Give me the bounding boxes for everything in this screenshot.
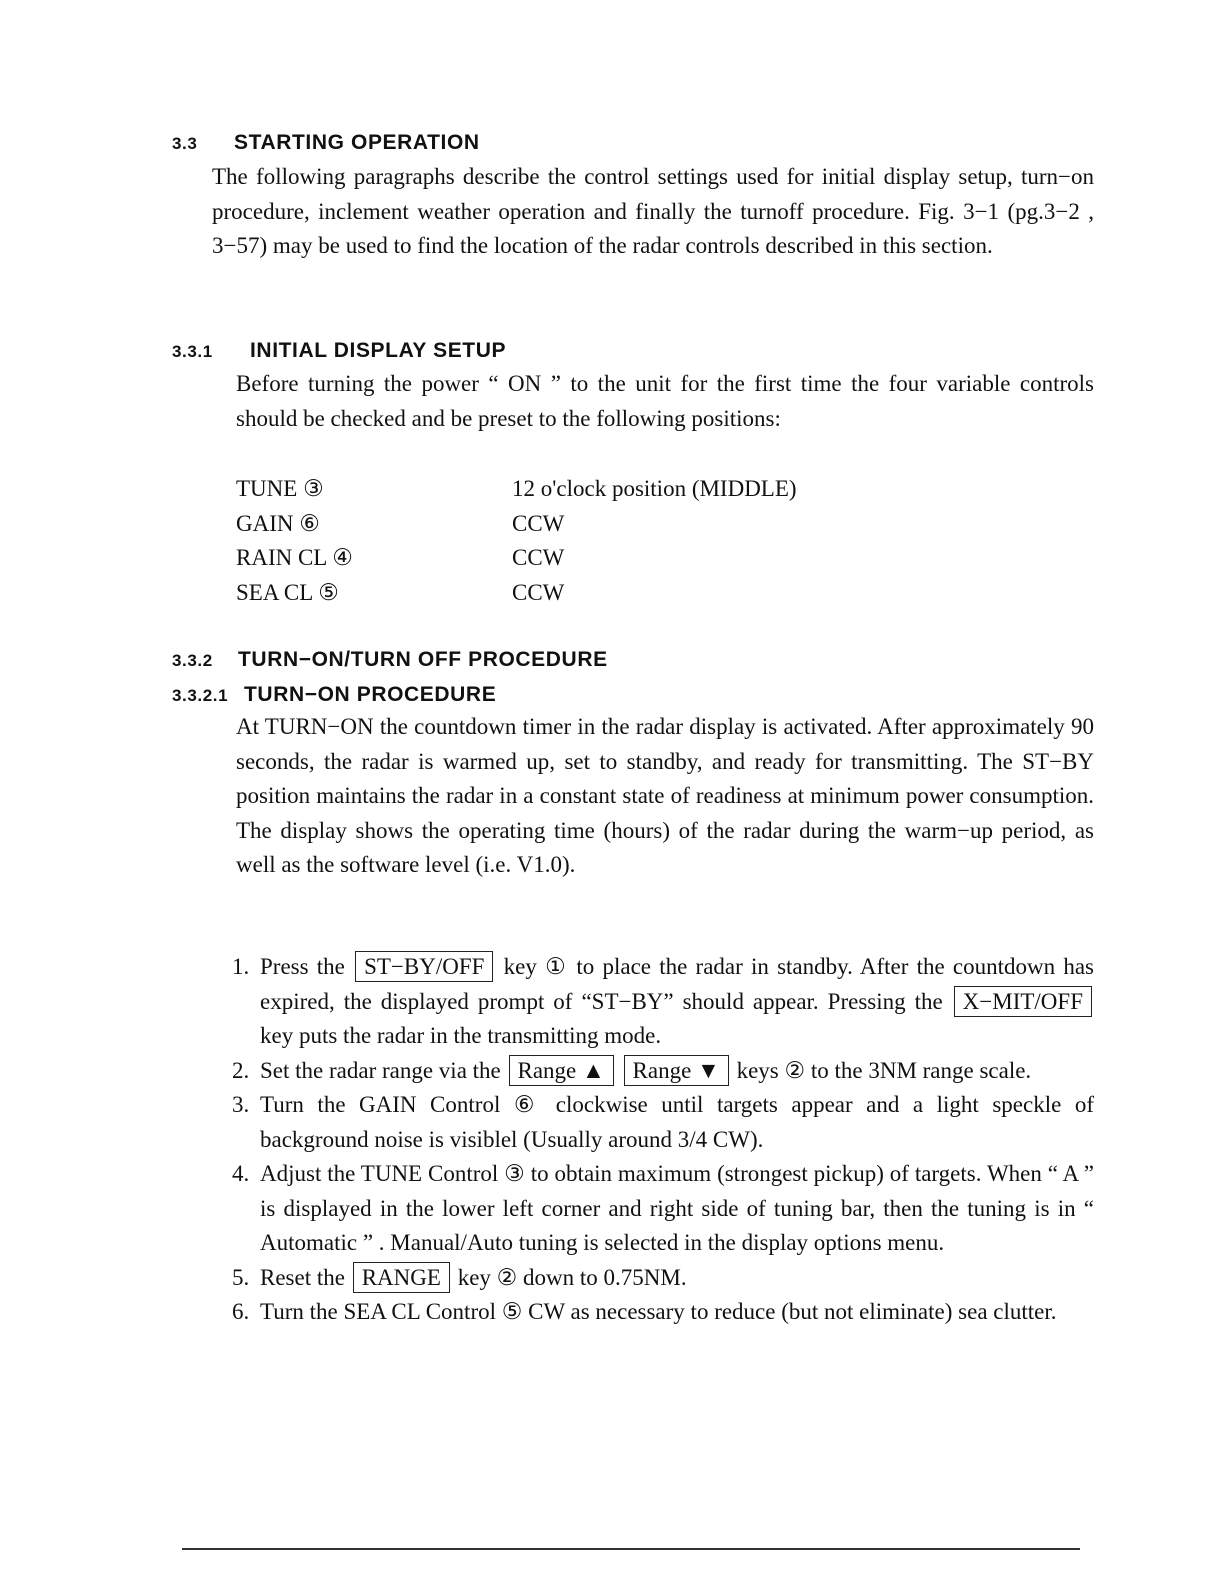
section-title: TURN−ON PROCEDURE (244, 683, 497, 706)
step-text: Turn the SEA CL Control ⑤ CW as necessary to reduce (but not eliminate) sea clutter. (260, 1299, 1057, 1324)
section-number: 3.3.1 (172, 342, 213, 361)
step-text: Press the (260, 954, 345, 979)
section-heading-3-3 (172, 131, 480, 155)
footer-rule (182, 1548, 1080, 1550)
settings-row (236, 541, 797, 576)
section-title: STARTING OPERATION (234, 131, 480, 154)
x-mit-off-key: X−MIT/OFF (954, 986, 1092, 1017)
step-number: 2. (232, 1057, 250, 1083)
step-item (232, 1088, 1094, 1157)
step-number: 5. (232, 1264, 250, 1290)
step-text: Reset the (260, 1264, 345, 1290)
range-down-key: Range ▼ (624, 1055, 729, 1086)
settings-row (236, 472, 797, 507)
range-up-key: Range ▲ (509, 1055, 614, 1086)
step-item (232, 1295, 1094, 1330)
control-name: RAIN CL ④ (236, 545, 353, 570)
turn-on-steps (232, 950, 1094, 1330)
step-number: 1. (232, 954, 250, 979)
control-position: 12 o'clock position (MIDDLE) (512, 476, 797, 501)
step-number: 4. (232, 1161, 250, 1186)
settings-row (236, 507, 797, 542)
step-number: 6. (232, 1299, 250, 1324)
section-heading-3-3-1 (172, 339, 506, 363)
section-title: TURN−ON/TURN OFF PROCEDURE (238, 648, 608, 671)
section-number: 3.3.2.1 (172, 686, 229, 705)
section-number: 3.3.2 (172, 651, 213, 670)
step-text: key ② down to 0.75NM. (457, 1264, 687, 1290)
control-settings-list (236, 472, 797, 610)
step-text: key puts the radar in the transmitting mode. (260, 1023, 662, 1048)
control-name: GAIN ⑥ (236, 510, 320, 536)
step-text: keys ② to the 3NM range scale. (736, 1057, 1032, 1083)
section-number: 3.3 (172, 134, 198, 153)
st-by-off-key: ST−BY/OFF (355, 951, 493, 982)
section-title: INITIAL DISPLAY SETUP (250, 339, 507, 362)
step-number: 3. (232, 1092, 250, 1117)
control-name: SEA CL ⑤ (236, 579, 339, 605)
section-body-3-3: The following paragraphs describe the control settings used for initial display setup, turn−on procedure, inclement weather operation and finally the turnoff procedure. Fig. 3−1 (pg.3−2 , 3−57) may be used to find the location of the radar controls described in this section. (212, 164, 1094, 258)
step-text: Adjust the TUNE Control ③ to obtain maximum (strongest pickup) of targets. When “ A ” is displayed in the lower left corner and right side of tuning bar, then the tuning is in “ Automatic ” . Manual/Auto tuning is selected in the display options menu. (260, 1161, 1094, 1255)
step-item (232, 1261, 1094, 1296)
settings-row (236, 576, 797, 611)
control-position: CCW (512, 579, 565, 605)
control-name: TUNE ③ (236, 476, 324, 501)
step-item (232, 950, 1094, 1054)
range-key: RANGE (353, 1262, 450, 1293)
step-item (232, 1157, 1094, 1261)
step-text: Set the radar range via the (260, 1057, 501, 1083)
section-body-3-3-2-1: At TURN−ON the countdown timer in the radar display is activated. After approximately 90 seconds, the radar is warmed up, set to standby, and ready for transmitting. The ST−BY position maintains the radar in a constant state of readiness at minimum power consumption. The display shows the operating time (hours) of the radar during the warm−up period, as well as the software level (i.e. V1.0). (236, 714, 1094, 877)
section-body-3-3-1: Before turning the power “ ON ” to the unit for the first time the four variable controls should be checked and be preset to the following positions: (236, 371, 1094, 431)
step-text: key ① to place the radar in standby. After the countdown has expired, the displayed prompt of “ST−BY” should appear. Pressing the (260, 954, 1094, 1014)
section-heading-3-3-2-1 (172, 683, 496, 707)
control-position: CCW (512, 510, 565, 536)
step-item (232, 1054, 1094, 1089)
control-position: CCW (512, 545, 565, 570)
section-heading-3-3-2 (172, 648, 608, 672)
step-text: Turn the GAIN Control ⑥ clockwise until targets appear and a light speckle of background noise is visiblel (Usually around 3/4 CW). (260, 1092, 1094, 1152)
